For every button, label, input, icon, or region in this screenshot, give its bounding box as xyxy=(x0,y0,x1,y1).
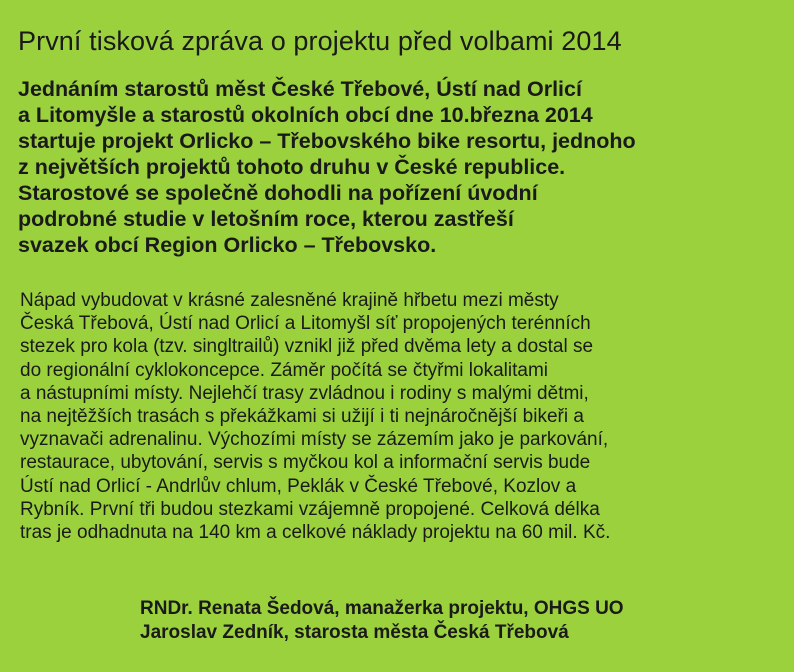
body-line: Česká Třebová, Ústí nad Orlicí a Litomyšl síť propojených terénních xyxy=(20,313,591,335)
body-line: do regionální cyklokoncepce. Záměr počítá se čtyřmi lokalitami xyxy=(20,359,549,381)
body-line: restaurace, ubytování, servis s myčkou kol a informační servis bude xyxy=(20,452,591,474)
body-line: Nápad vybudovat v krásné zalesněné krajině hřbetu mezi městy xyxy=(20,290,559,311)
page-title: První tisková zpráva o projektu před volbami 2014 xyxy=(18,26,622,56)
body-line: tras je odhadnuta na 140 km a celkové náklady projektu na 60 mil. Kč. xyxy=(20,522,611,544)
lead-line: z největších projektů tohoto druhu v České republice. xyxy=(18,155,566,179)
signature-block xyxy=(140,597,624,645)
body-line: a nástupními místy. Nejlehčí trasy zvládnou i rodiny s malými dětmi, xyxy=(20,382,589,404)
body-line: stezek pro kola (tzv. singltrailů) vznikl již před dvěma lety a dostal se xyxy=(20,336,594,358)
lead-line: a Litomyšle a starostů okolních obcí dne 10.března 2014 xyxy=(18,103,593,127)
lead-line: Jednáním starostů měst České Třebové, Ústí nad Orlicí xyxy=(18,77,582,101)
body-paragraph xyxy=(20,289,790,544)
lead-line: Starostové se společně dohodli na pořízení úvodní xyxy=(18,181,538,205)
signature-line: Jaroslav Zedník, starosta města Česká Třebová xyxy=(140,622,569,643)
lead-line: startuje projekt Orlicko – Třebovského bike resortu, jednoho xyxy=(18,129,636,153)
lead-line: svazek obcí Region Orlicko – Třebovsko. xyxy=(18,233,437,257)
body-line: vyznavači adrenalinu. Výchozími místy se zázemím jako je parkování, xyxy=(20,429,609,451)
body-line: Ústí nad Orlicí - Andrlův chlum, Peklák v České Třebové, Kozlov a xyxy=(20,475,577,497)
lead-line: podrobné studie v letošním roce, kterou zastřeší xyxy=(18,207,514,231)
signature-line: RNDr. Renata Šedová, manažerka projektu, OHGS UO xyxy=(140,598,624,619)
body-line: na nejtěžších trasách s překážkami si užijí i ti nejnáročnější bikeři a xyxy=(20,406,584,428)
body-line: Rybník. První tři budou stezkami vzájemně propojené. Celková délka xyxy=(20,498,600,520)
lead-paragraph xyxy=(18,76,788,258)
